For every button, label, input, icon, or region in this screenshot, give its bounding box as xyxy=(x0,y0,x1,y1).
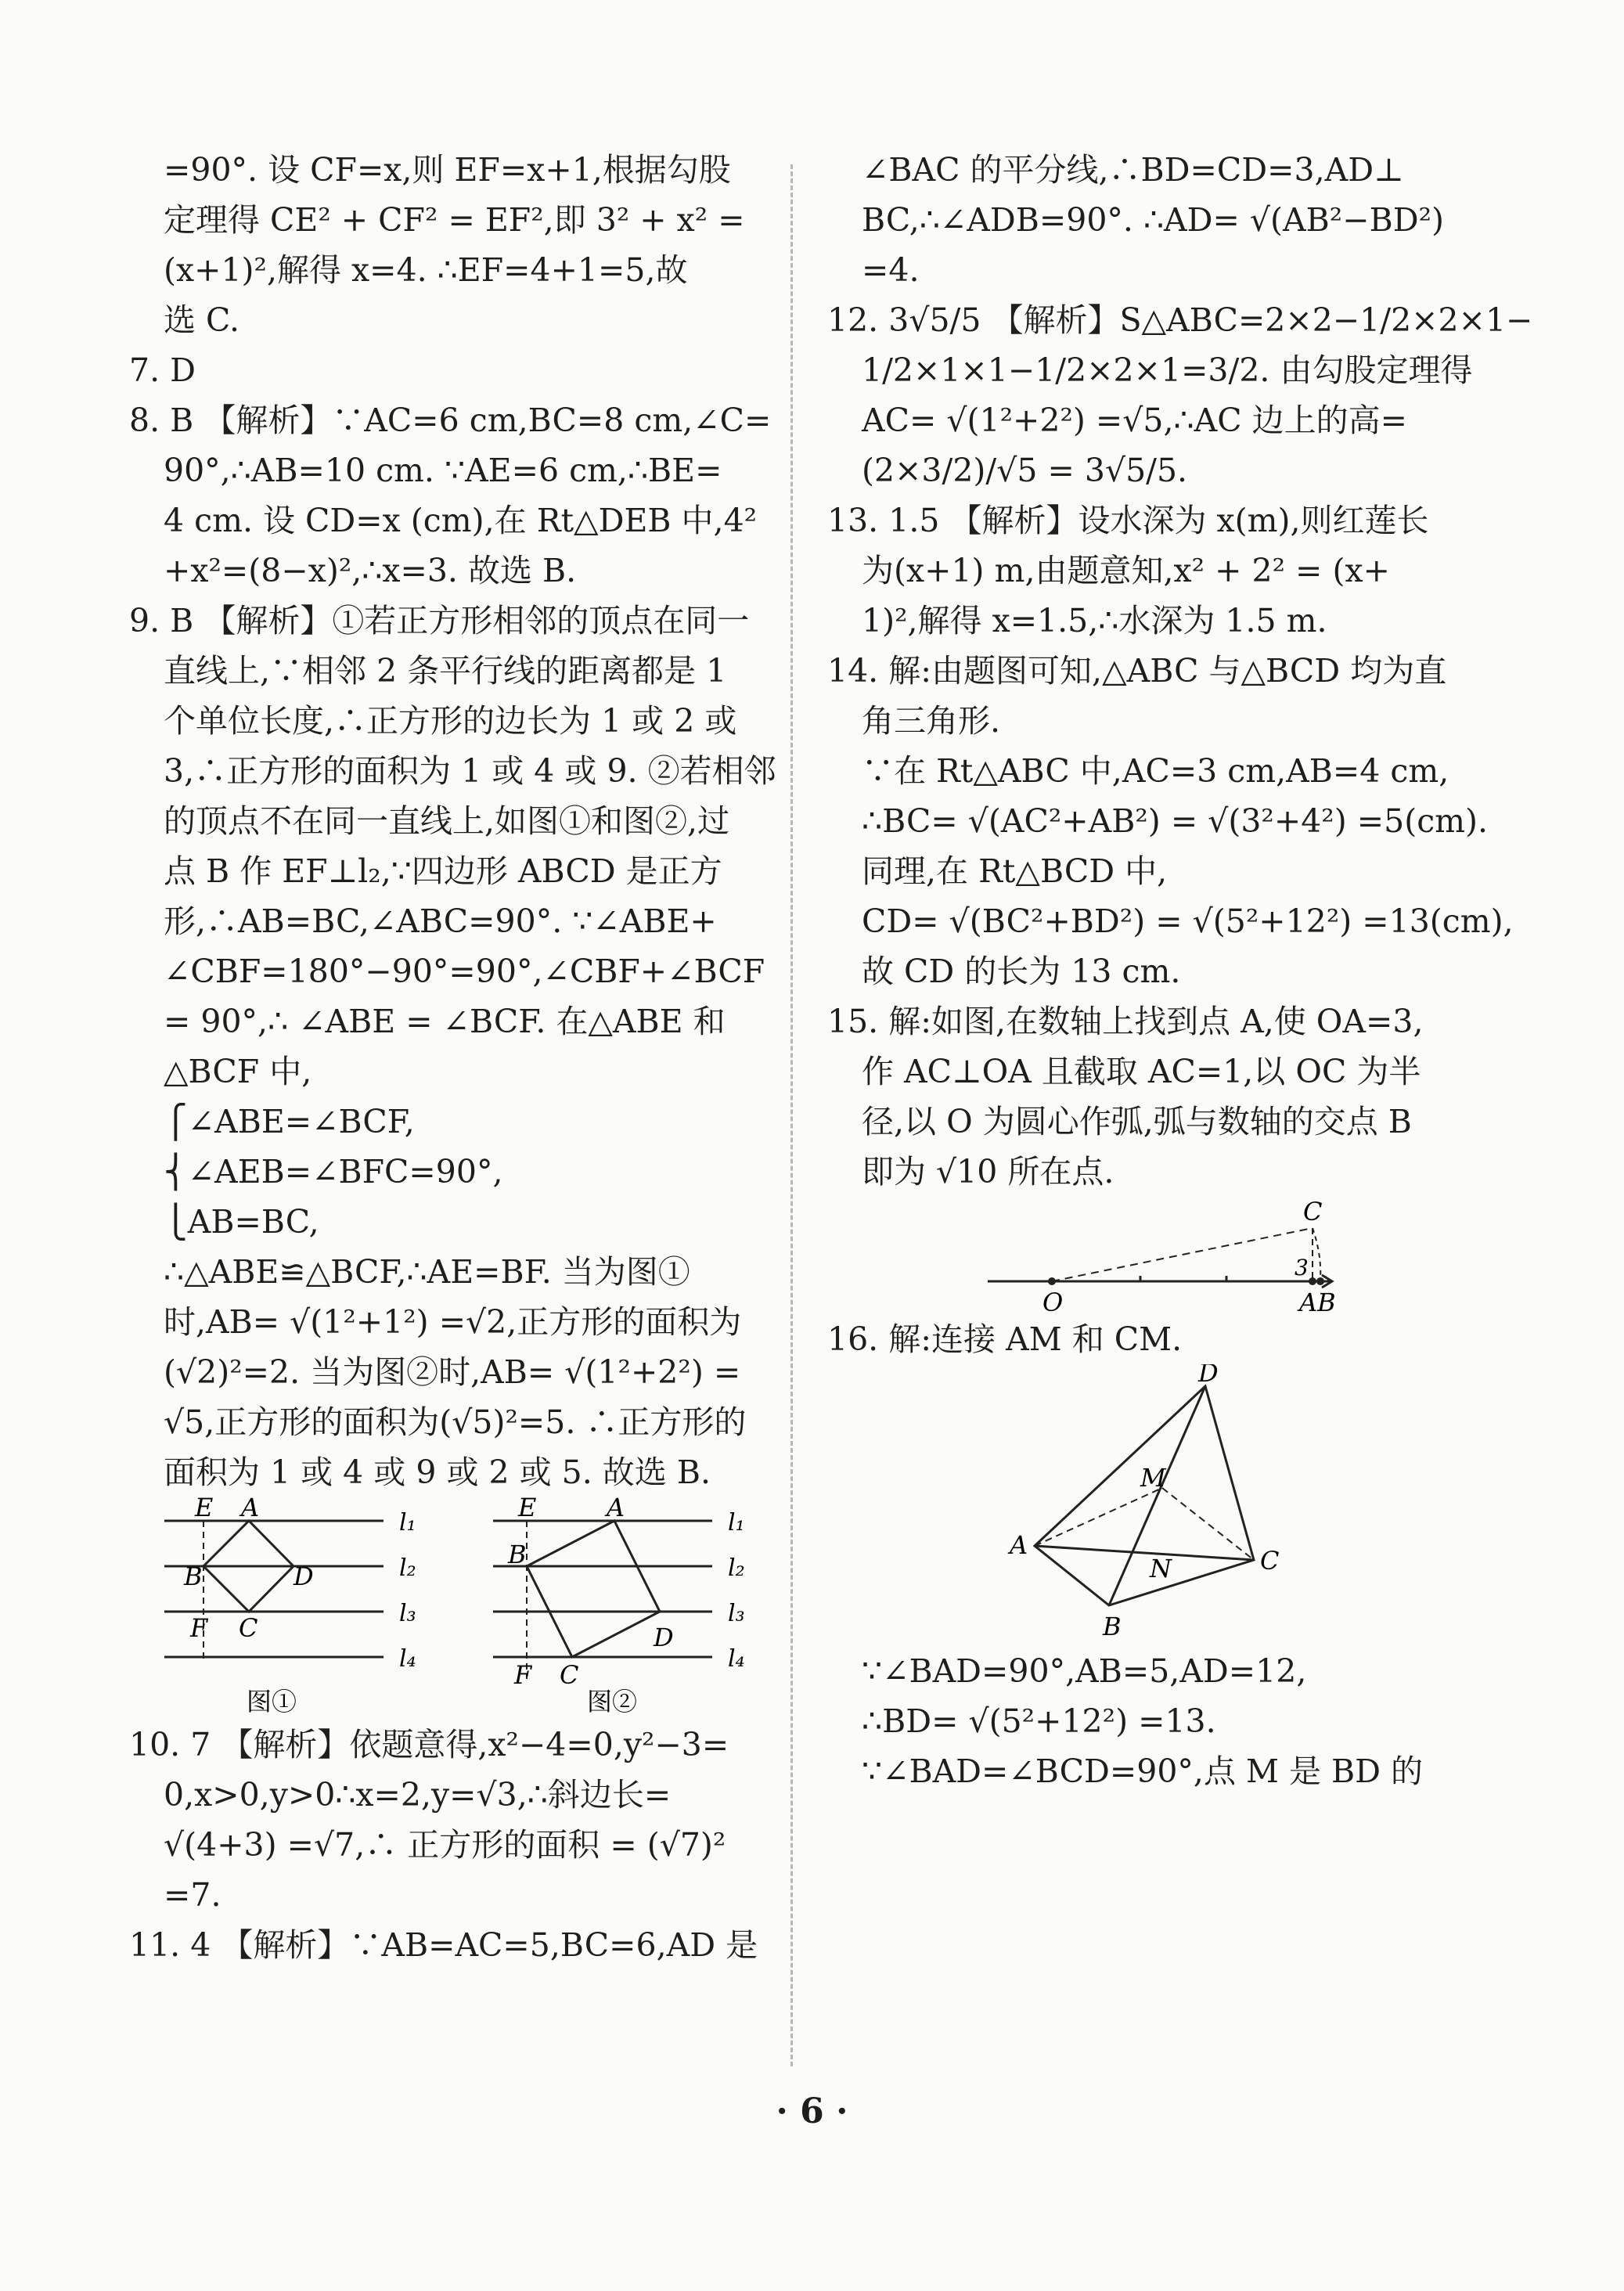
text-line: CD= √(BC²+BD²) = √(5²+12²) =13(cm), xyxy=(862,902,1514,940)
text-line: 3,∴正方形的面积为 1 或 4 或 9. ②若相邻 xyxy=(164,752,776,790)
fig2-caption: 图② xyxy=(587,1687,638,1716)
fig1-label-l2: l₂ xyxy=(399,1554,416,1582)
fig4-label-B: B xyxy=(1103,1612,1122,1641)
text-line: ∴△ABE≌△BCF,∴AE=BF. 当为图① xyxy=(164,1253,690,1291)
fig1-label-B: B xyxy=(184,1562,203,1591)
text-line: 0,x>0,y>0∴x=2,y=√3,∴斜边长= xyxy=(164,1776,672,1814)
answer-10: 10. 7 【解析】依题意得,x²−4=0,y²−3= xyxy=(129,1726,729,1763)
fig1-label-A: A xyxy=(241,1497,260,1522)
fig2-label-B: B xyxy=(508,1540,527,1569)
text-line: ∠BAC 的平分线,∴BD=CD=3,AD⊥ xyxy=(862,151,1404,189)
fig4-label-N: N xyxy=(1150,1554,1172,1583)
text-line: 故 CD 的长为 13 cm. xyxy=(862,953,1181,990)
text-line: ∵∠BAD=90°,AB=5,AD=12, xyxy=(862,1652,1307,1690)
system-line: ⎧∠ABE=∠BCF, xyxy=(164,1103,415,1140)
fig3-label-C: C xyxy=(1303,1197,1323,1227)
text-line: +x²=(8−x)²,∴x=3. 故选 B. xyxy=(164,552,577,589)
fig2-label-D: D xyxy=(654,1623,674,1652)
text-line: 90°,∴AB=10 cm. ∵AE=6 cm,∴BE= xyxy=(164,452,722,489)
text-line: ∠CBF=180°−90°=90°,∠CBF+∠BCF xyxy=(164,953,765,990)
text-line: 4 cm. 设 CD=x (cm),在 Rt△DEB 中,4² xyxy=(164,502,758,539)
text-line: √5,正方形的面积为(√5)²=5. ∴正方形的 xyxy=(164,1403,747,1441)
answer-8: 8. B 【解析】∵AC=6 cm,BC=8 cm,∠C= xyxy=(129,402,772,439)
text-line: 为(x+1) m,由题意知,x² + 2² = (x+ xyxy=(862,552,1390,589)
fig4-label-D: D xyxy=(1198,1364,1219,1388)
text-line: 形,∴AB=BC,∠ABC=90°. ∵∠ABE+ xyxy=(164,902,717,940)
answer-11: 11. 4 【解析】∵AB=AC=5,BC=6,AD 是 xyxy=(129,1926,758,1964)
text-line: (√2)²=2. 当为图②时,AB= √(1²+2²) = xyxy=(164,1353,741,1391)
figure-squares xyxy=(129,1497,759,1720)
text-line: =4. xyxy=(862,251,920,289)
text-line: 直线上,∵相邻 2 条平行线的距离都是 1 xyxy=(164,652,727,690)
page-number: · 6 · xyxy=(776,2091,848,2131)
right-column xyxy=(827,145,1533,1796)
text-line: 定理得 CE² + CF² = EF²,即 3² + x² = xyxy=(164,201,745,239)
text-line: ∴BC= √(AC²+AB²) = √(3²+4²) =5(cm). xyxy=(862,802,1489,840)
fig2-label-l1: l₁ xyxy=(728,1509,745,1536)
fig1-label-F: F xyxy=(190,1613,208,1643)
text-line: (2×3/2)/√5 = 3√5/5. xyxy=(862,452,1188,489)
text-line: 个单位长度,∴正方形的边长为 1 或 2 或 xyxy=(164,702,737,740)
text-line: BC,∴∠ADB=90°. ∴AD= √(AB²−BD²) xyxy=(862,201,1445,239)
column-divider xyxy=(790,164,793,2066)
text-line: 1/2×1×1−1/2×2×1=3/2. 由勾股定理得 xyxy=(862,351,1473,389)
figure-quadrilateral xyxy=(827,1364,1457,1646)
answer-14: 14. 解:由题图可知,△ABC 与△BCD 均为直 xyxy=(827,652,1447,690)
text-line: (x+1)²,解得 x=4. ∴EF=4+1=5,故 xyxy=(164,251,688,289)
text-line: 时,AB= √(1²+1²) =√2,正方形的面积为 xyxy=(164,1303,742,1341)
figure-number-line xyxy=(827,1197,1457,1314)
answer-13: 13. 1.5 【解析】设水深为 x(m),则红莲长 xyxy=(827,502,1429,539)
text-line: = 90°,∴ ∠ABE = ∠BCF. 在△ABE 和 xyxy=(164,1003,726,1040)
text-line: 角三角形. xyxy=(862,702,1001,740)
text-line: △BCF 中, xyxy=(164,1053,312,1090)
fig1-label-D: D xyxy=(293,1562,314,1591)
fig3-label-O: O xyxy=(1042,1288,1064,1314)
answer-16: 16. 解:连接 AM 和 CM. xyxy=(827,1320,1183,1358)
answer-9: 9. B 【解析】①若正方形相邻的顶点在同一 xyxy=(129,602,750,639)
fig2-label-l3: l₃ xyxy=(728,1600,745,1627)
text-line: ∵∠BAD=∠BCD=90°,点 M 是 BD 的 xyxy=(862,1752,1424,1790)
text-line: 的顶点不在同一直线上,如图①和图②,过 xyxy=(164,802,730,840)
fig3-label-AB: AB xyxy=(1299,1288,1336,1314)
fig4-label-C: C xyxy=(1260,1546,1280,1576)
fig2-label-l2: l₂ xyxy=(728,1554,745,1582)
fig1-label-E: E xyxy=(195,1497,214,1522)
answer-15: 15. 解:如图,在数轴上找到点 A,使 OA=3, xyxy=(827,1003,1424,1040)
text-line: 即为 √10 所在点. xyxy=(862,1153,1114,1191)
text-line: ∵在 Rt△ABC 中,AC=3 cm,AB=4 cm, xyxy=(862,752,1449,790)
fig1-label-l3: l₃ xyxy=(399,1600,416,1627)
text-line: 点 B 作 EF⊥l₂,∵四边形 ABCD 是正方 xyxy=(164,852,722,890)
fig1-label-l1: l₁ xyxy=(399,1509,416,1536)
text-line: =7. xyxy=(164,1876,221,1914)
fig3-label-3: 3 xyxy=(1295,1255,1309,1281)
text-line: 面积为 1 或 4 或 9 或 2 或 5. 故选 B. xyxy=(164,1453,711,1491)
fig2-label-E: E xyxy=(518,1497,537,1522)
system-line: ⎨∠AEB=∠BFC=90°, xyxy=(164,1153,503,1191)
fig2-label-C: C xyxy=(560,1660,579,1690)
fig2-label-A: A xyxy=(607,1497,625,1522)
text-line: 同理,在 Rt△BCD 中, xyxy=(862,852,1168,890)
fig2-label-l4: l₄ xyxy=(728,1645,745,1673)
text-line: ∴BD= √(5²+12²) =13. xyxy=(862,1702,1216,1740)
text-line: AC= √(1²+2²) =√5,∴AC 边上的高= xyxy=(862,402,1407,439)
fig1-caption: 图① xyxy=(247,1687,297,1716)
answer-12: 12. 3√5/5 【解析】S△ABC=2×2−1/2×2×1− xyxy=(827,301,1533,339)
fig4-label-A: A xyxy=(1010,1530,1028,1560)
text-line: 径,以 O 为圆心作弧,弧与数轴的交点 B xyxy=(862,1103,1412,1140)
system-line: ⎩AB=BC, xyxy=(164,1203,319,1241)
left-column xyxy=(129,145,776,1970)
answer-7: 7. D xyxy=(129,351,196,389)
fig2-label-F: F xyxy=(514,1660,532,1690)
text-line: =90°. 设 CF=x,则 EF=x+1,根据勾股 xyxy=(164,151,731,189)
text-line: 作 AC⊥OA 且截取 AC=1,以 OC 为半 xyxy=(862,1053,1421,1090)
text-line: 选 C. xyxy=(164,301,239,339)
fig1-label-C: C xyxy=(239,1613,258,1643)
text-line: 1)²,解得 x=1.5,∴水深为 1.5 m. xyxy=(862,602,1327,639)
fig1-label-l4: l₄ xyxy=(399,1645,416,1673)
text-line: √(4+3) =√7,∴ 正方形的面积 = (√7)² xyxy=(164,1826,726,1864)
fig4-label-M: M xyxy=(1140,1463,1166,1493)
